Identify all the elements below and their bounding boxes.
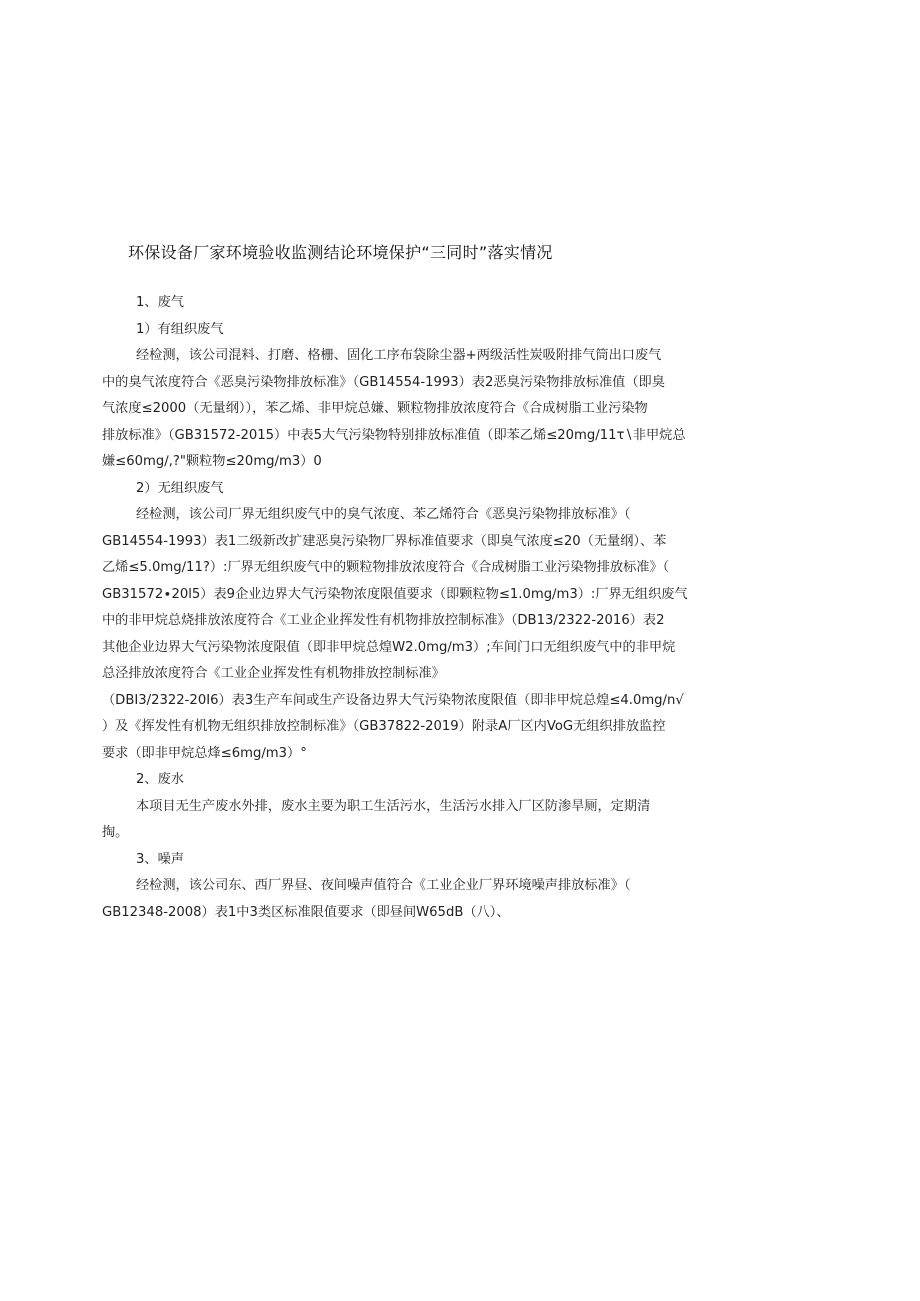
paragraph-line: 总泾排放浓度符合《工业企业挥发性有机物排放控制标准》: [102, 666, 445, 681]
paragraph-line: 经检测，该公司混料、打磨、格栅、固化工序布袋除尘器+两级活性炭吸附排气筒出口废气: [136, 348, 662, 363]
paragraph-line: （DBI3/2322-20I6）表3生产车间或生产设备边界大气污染物浓度限值（即非甲烷总煌≤4.0mg∕n√: [102, 692, 684, 708]
paragraph-line: 气浓度≤2000（无量纲）），苯乙烯、非甲烷总嫌、颗粒物排放浓度符合《合成树脂工业污染物: [102, 401, 648, 416]
paragraph-line: 经检测，该公司东、西厂界昼、夜间噪声值符合《工业企业厂界环境噪声排放标准》（: [136, 878, 631, 893]
section-heading: 1）有组织废气: [136, 321, 224, 337]
paragraph-line: ）及《挥发性有机物无组织排放控制标准》（GB37822-2019）附录A厂区内VoG无组织排放监控: [102, 719, 666, 734]
section-heading: 3、噪声: [136, 851, 184, 867]
section-heading: 2、废水: [136, 772, 184, 787]
section-heading: 2）无组织废气: [136, 480, 224, 496]
paragraph-line: 排放标准》（GB31572-2015）中表5大气污染物特别排放标准值（即苯乙烯≤20mg∕11τ∖非甲烷总: [102, 427, 686, 443]
paragraph-line: 中的臭气浓度符合《恶臭污染物排放标准》（GB14554-1993）表2恶臭污染物排放标准值（即臭: [102, 374, 665, 390]
document-body: [102, 290, 702, 926]
paragraph-line: 其他企业边界大气污染物浓度限值（即非甲烷总煌W2.0mg∕m3）;车间门口无组织废气中的非甲烷: [102, 639, 676, 655]
paragraph-line: 中的非甲烷总烧排放浓度符合《工业企业挥发性有机物排放控制标准》（DB13/2322-2016）表2: [102, 613, 665, 628]
paragraph-line: GB14554-1993）表1二级新改扩建恶臭污染物厂界标准值要求（即臭气浓度≤20（无量纲）、苯: [102, 533, 667, 549]
paragraph-line: 本项目无生产废水外排，废水主要为职工生活污水，生活污水排入厂区防渗旱厕，定期清: [136, 798, 651, 814]
document-title: 环保设备厂家环境验收监测结论环境保护“三同时”落实情况: [128, 243, 553, 262]
section-heading: 1、废气: [136, 295, 184, 310]
paragraph-line: 乙烯≤5.0mg∕11?）:厂界无组织废气中的颗粒物排放浓度符合《合成树脂工业污染物排放标准》（: [102, 560, 670, 575]
paragraph-line: 经检测，该公司厂界无组织废气中的臭气浓度、苯乙烯符合《恶臭污染物排放标准》（: [136, 507, 631, 522]
paragraph-line: 要求（即非甲烷总烽≤6mg∕m3）°: [102, 745, 307, 761]
paragraph-line: 嫌≤60mg∕,?"颗粒物≤20mg∕m3）0: [102, 454, 322, 469]
paragraph-line: GB12348-2008）表1中3类区标准限值要求（即昼间W65dB（八）、: [102, 904, 510, 920]
paragraph-line: GB31572∙20l5）表9企业边界大气污染物浓度限值要求（即颗粒物≤1.0mg∕m3）:厂界无组织废气: [102, 586, 688, 602]
paragraph-line: 掏。: [102, 825, 129, 840]
